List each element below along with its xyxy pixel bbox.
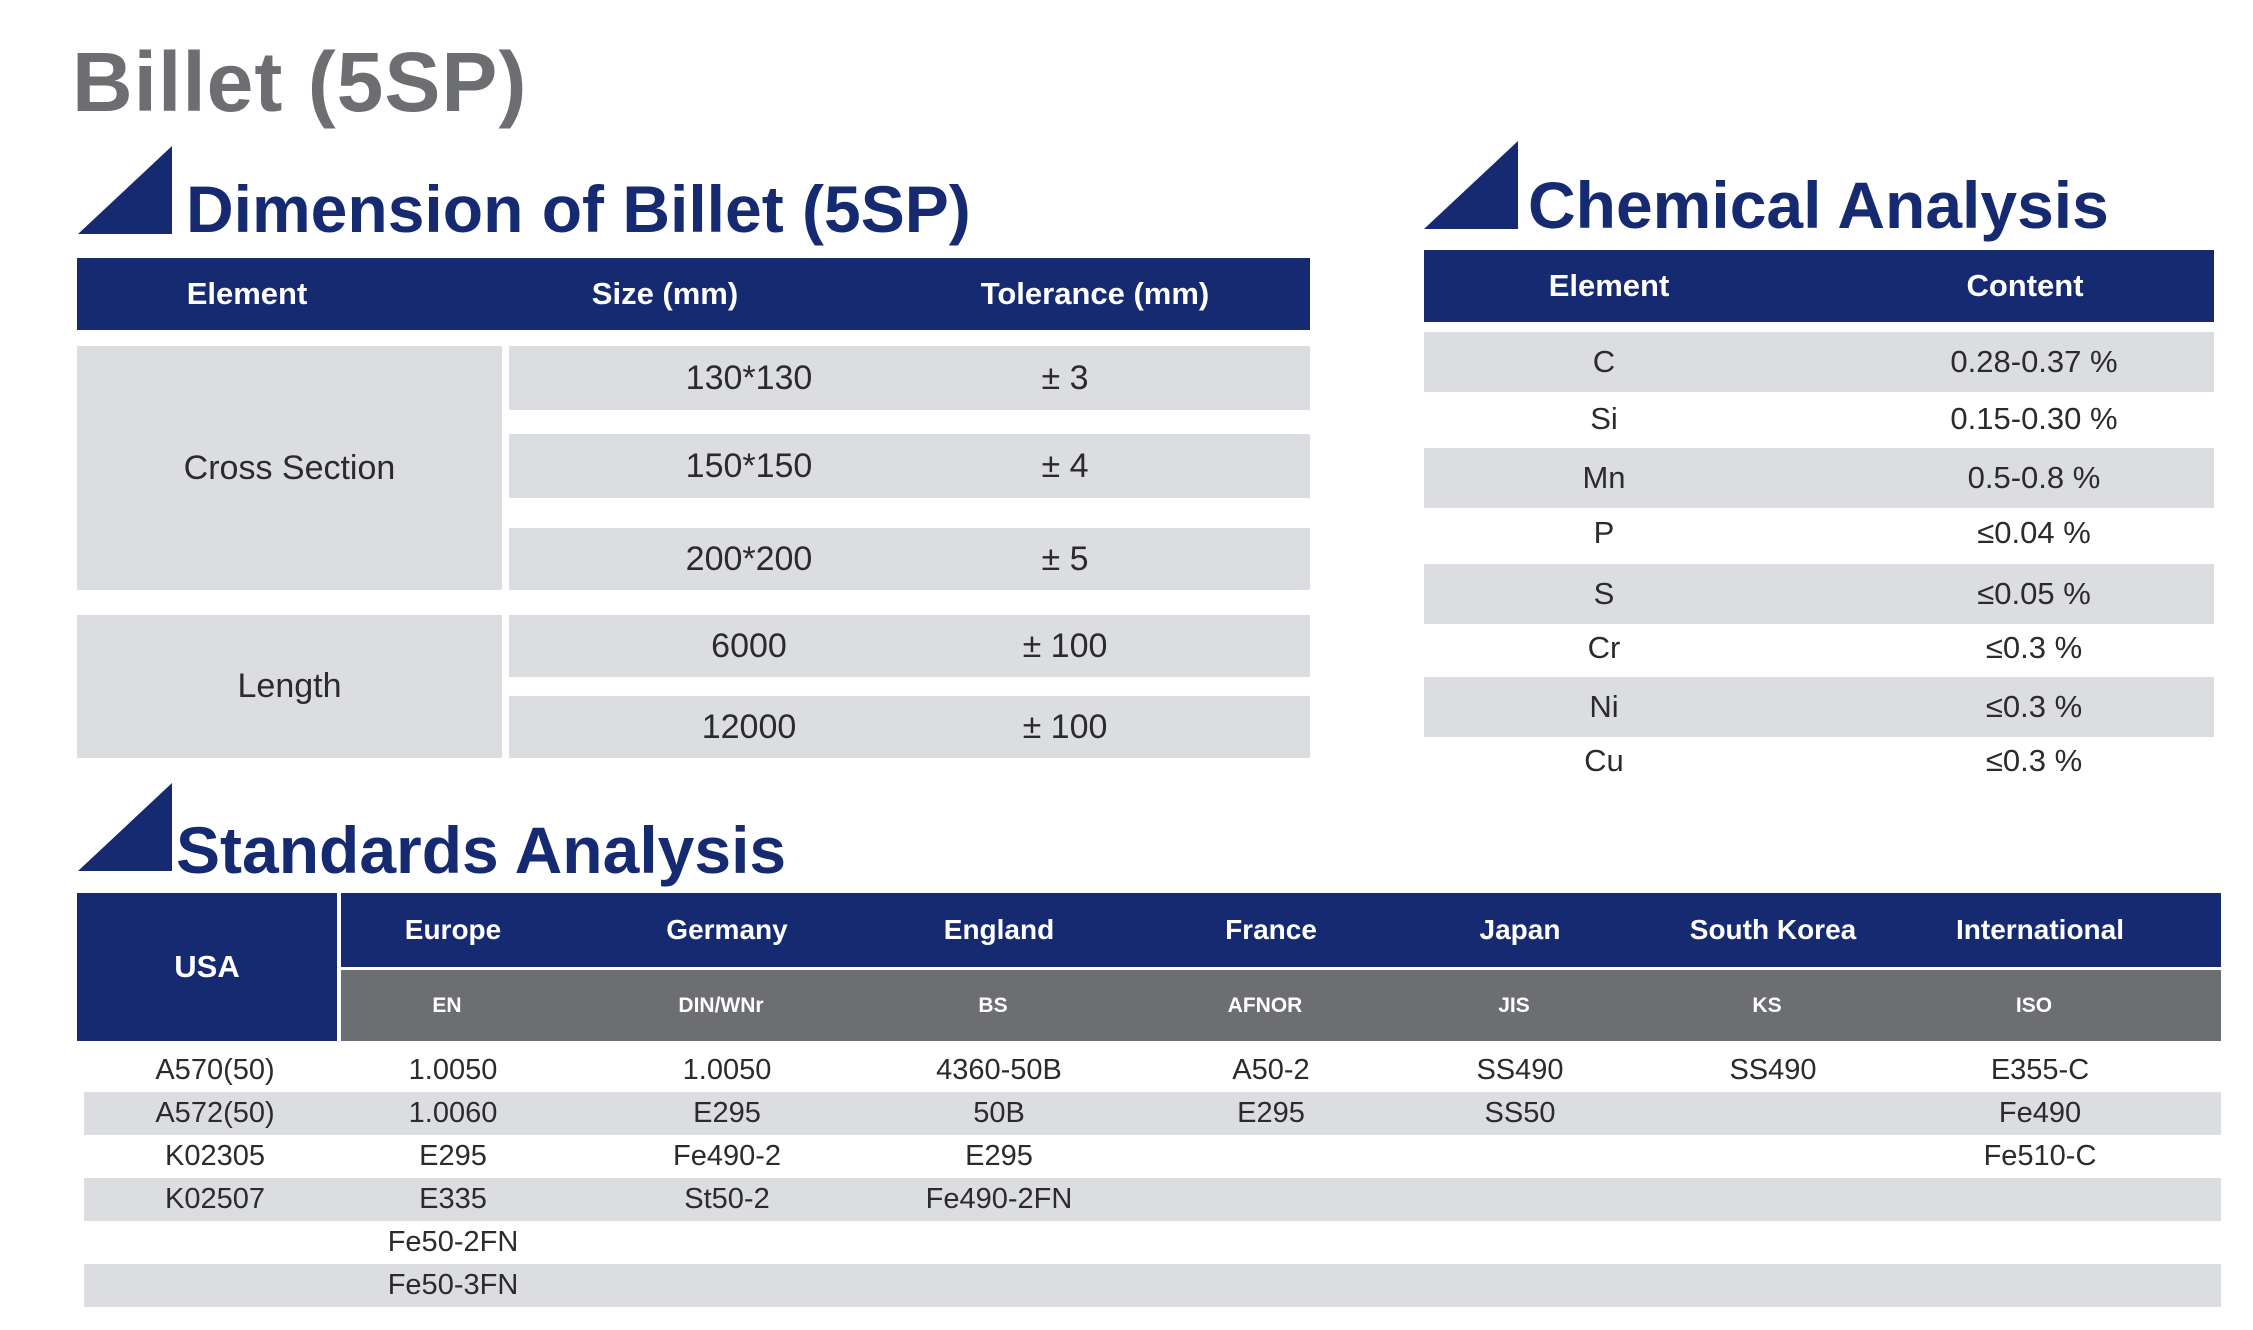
- standards-cell: A572(50): [155, 1097, 275, 1129]
- standards-cell: [1146, 1221, 1396, 1264]
- standards-cell: [1395, 1264, 1645, 1307]
- chemical-title: Chemical Analysis: [1528, 168, 2109, 242]
- standards-cell: St50-2: [684, 1183, 770, 1215]
- standards-cell: E295: [1237, 1097, 1305, 1129]
- chemical-row: [1424, 734, 2214, 788]
- standards-code-header: ISO: [2015, 993, 2053, 1017]
- standards-cell: [1648, 1221, 1898, 1264]
- chemical-content: 0.28-0.37 %: [1950, 344, 2118, 379]
- section-triangle-icon: [78, 783, 172, 871]
- standards-cell: [874, 1264, 1124, 1307]
- standards-cell: Fe490: [1998, 1097, 2082, 1129]
- standards-row: [84, 1049, 2221, 1092]
- chemical-element: S: [1593, 576, 1615, 611]
- standards-cell: 1.0050: [408, 1054, 498, 1086]
- standards-country-header: Germany: [666, 914, 788, 945]
- standards-code-header: AFNOR: [1227, 993, 1303, 1017]
- standards-cell: E295: [419, 1140, 487, 1172]
- dimension-tolerance: ± 4: [1041, 446, 1089, 485]
- standards-cell: [1146, 1264, 1396, 1307]
- standards-country-header: England: [943, 914, 1055, 945]
- standards-country-header: South Korea: [1689, 914, 1857, 945]
- chemical-content: 0.5-0.8 %: [1967, 460, 2101, 495]
- dimension-size: 6000: [711, 626, 787, 665]
- standards-country-header: Japan: [1479, 914, 1561, 945]
- standards-cell: Fe50-2FN: [387, 1226, 519, 1258]
- chemical-content: ≤0.3 %: [1985, 743, 2083, 778]
- standards-cell: [90, 1221, 340, 1264]
- standards-country-header: Europe: [404, 914, 502, 945]
- standards-cell: [1915, 1221, 2165, 1264]
- dimension-row: [509, 615, 1310, 677]
- standards-title: Standards Analysis: [176, 813, 787, 887]
- dimension-row: [509, 696, 1310, 758]
- dimension-row: [509, 434, 1310, 498]
- chemical-row: [1424, 448, 2214, 508]
- dimension-row: [509, 528, 1310, 590]
- dimension-group-label: Length: [77, 615, 502, 758]
- chemical-element: Cr: [1587, 630, 1621, 665]
- dimension-header-element: Element: [186, 276, 308, 311]
- chemical-element: Mn: [1582, 460, 1626, 495]
- chemical-row: [1424, 677, 2214, 737]
- dimension-row: [509, 346, 1310, 410]
- chemical-content: 0.15-0.30 %: [1950, 401, 2118, 436]
- standards-country-header: International: [1955, 914, 2124, 945]
- standards-cell: [1915, 1264, 2165, 1307]
- standards-row: [84, 1135, 2221, 1178]
- standards-cell: E295: [693, 1097, 761, 1129]
- chemical-row: [1424, 621, 2214, 675]
- dimension-size: 150*150: [685, 446, 813, 485]
- standards-cell: 4360-50B: [936, 1054, 1062, 1086]
- standards-cell: [1648, 1135, 1898, 1178]
- standards-cell: A570(50): [155, 1054, 275, 1086]
- standards-cell: E335: [419, 1183, 487, 1215]
- standards-cell: [1146, 1135, 1396, 1178]
- standards-cell: [1395, 1221, 1645, 1264]
- chemical-content: ≤0.3 %: [1985, 630, 2083, 665]
- chemical-row: [1424, 506, 2214, 560]
- standards-row: [84, 1178, 2221, 1221]
- chemical-row: [1424, 332, 2214, 392]
- standards-cell: [602, 1264, 852, 1307]
- standards-cell: SS50: [1484, 1097, 1556, 1129]
- standards-cell: [602, 1221, 852, 1264]
- page-title: Billet (5SP): [72, 35, 528, 129]
- chemical-element: P: [1593, 515, 1615, 550]
- section-triangle-icon: [1424, 141, 1518, 229]
- standards-cell: [1648, 1264, 1898, 1307]
- standards-cell: 1.0060: [408, 1097, 498, 1129]
- chemical-element: Cu: [1584, 743, 1624, 778]
- chemical-row: [1424, 392, 2214, 446]
- dimension-header-tolerance: Tolerance (mm): [980, 276, 1210, 311]
- standards-cell: 50B: [973, 1097, 1025, 1129]
- chemical-content: ≤0.3 %: [1985, 689, 2083, 724]
- chemical-content: ≤0.05 %: [1977, 576, 2091, 611]
- standards-cell: [1146, 1178, 1396, 1221]
- standards-cell: [874, 1221, 1124, 1264]
- standards-cell: E295: [965, 1140, 1033, 1172]
- standards-cell: [1915, 1178, 2165, 1221]
- standards-header-usa: USA: [77, 893, 337, 1041]
- standards-row: [84, 1092, 2221, 1135]
- standards-cell: E355-C: [1990, 1054, 2090, 1086]
- chemical-row: [1424, 564, 2214, 624]
- dimension-tolerance: ± 100: [1022, 707, 1108, 746]
- standards-cell: K02507: [165, 1183, 265, 1215]
- standards-row: [84, 1221, 2221, 1264]
- dimension-header-size: Size (mm): [591, 276, 739, 311]
- standards-cell: Fe510-C: [1983, 1140, 2097, 1172]
- chemical-element: C: [1592, 344, 1616, 379]
- standards-cell: [1648, 1178, 1898, 1221]
- standards-cell: SS490: [1729, 1054, 1817, 1086]
- chemical-element: Si: [1590, 401, 1618, 436]
- section-triangle-icon: [78, 146, 172, 234]
- dimension-tolerance: ± 3: [1041, 358, 1089, 397]
- chemical-header-content: Content: [1966, 268, 2084, 303]
- standards-code-header: JIS: [1498, 993, 1530, 1017]
- standards-cell: A50-2: [1232, 1054, 1310, 1086]
- chemical-content: ≤0.04 %: [1977, 515, 2091, 550]
- dimension-title: Dimension of Billet (5SP): [186, 172, 971, 246]
- standards-cell: Fe490-2: [672, 1140, 781, 1172]
- standards-cell: [1395, 1135, 1645, 1178]
- dimension-size: 130*130: [685, 358, 813, 397]
- standards-cell: Fe490-2FN: [925, 1183, 1073, 1215]
- standards-cell: [1648, 1092, 1898, 1135]
- dimension-size: 12000: [701, 707, 797, 746]
- standards-country-header: France: [1225, 914, 1317, 945]
- dimension-tolerance: ± 5: [1041, 539, 1089, 578]
- chemical-element: Ni: [1589, 689, 1619, 724]
- standards-code-header: DIN/WNr: [678, 993, 764, 1017]
- standards-cell: SS490: [1476, 1054, 1564, 1086]
- standards-cell: 1.0050: [682, 1054, 772, 1086]
- standards-code-header: BS: [978, 993, 1008, 1017]
- standards-cell: K02305: [165, 1140, 265, 1172]
- standards-cell: [1395, 1178, 1645, 1221]
- dimension-size: 200*200: [685, 539, 813, 578]
- standards-cell: [90, 1264, 340, 1307]
- standards-cell: Fe50-3FN: [387, 1269, 519, 1301]
- standards-code-header: KS: [1752, 993, 1782, 1017]
- chemical-header-element: Element: [1548, 268, 1670, 303]
- dimension-group-label: Cross Section: [77, 346, 502, 590]
- standards-code-header: EN: [432, 993, 462, 1017]
- dimension-tolerance: ± 100: [1022, 626, 1108, 665]
- standards-row: [84, 1264, 2221, 1307]
